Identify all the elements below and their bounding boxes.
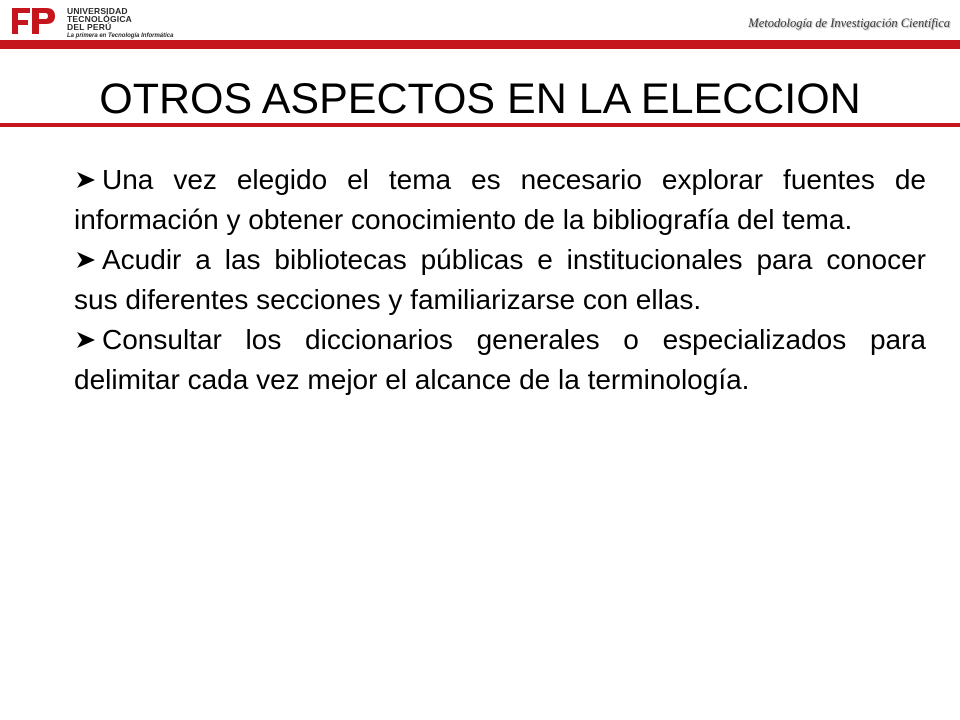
- logo-tagline: La primera en Tecnología Informática: [67, 33, 174, 39]
- arrow-bullet-icon: [74, 330, 98, 350]
- title-underline: [0, 123, 960, 127]
- bullet-list: [74, 160, 926, 400]
- bullet-text-2: Acudir a las bibliotecas públicas e institucionales para conocer sus diferentes secciones y familiarizarse con ellas.: [74, 244, 926, 315]
- arrow-bullet-icon: [74, 250, 98, 270]
- header-red-bar: [0, 40, 960, 49]
- university-logo: [8, 4, 174, 39]
- logo-line-1: UNIVERSIDAD: [67, 6, 128, 16]
- logo-line-3: DEL PERÚ: [67, 22, 112, 32]
- course-title: Metodología de Investigación Científica: [748, 16, 950, 30]
- bullet-text-3: Consultar los diccionarios generales o especializados para delimitar cada vez mejor el alcance de la terminología.: [74, 324, 926, 395]
- utp-logo-icon: [8, 4, 58, 38]
- bullet-item-1: [74, 160, 926, 240]
- page-title: OTROS ASPECTOS EN LA ELECCION: [99, 75, 861, 123]
- logo-line-2: TECNOLÓGICA: [67, 14, 133, 24]
- bullet-item-3: [74, 320, 926, 400]
- bullet-text-1: Una vez elegido el tema es necesario explorar fuentes de información y obtener conocimiento de la bibliografía del tema.: [74, 164, 926, 235]
- arrow-bullet-icon: [74, 170, 98, 190]
- bullet-item-2: [74, 240, 926, 320]
- logo-text: [67, 7, 173, 39]
